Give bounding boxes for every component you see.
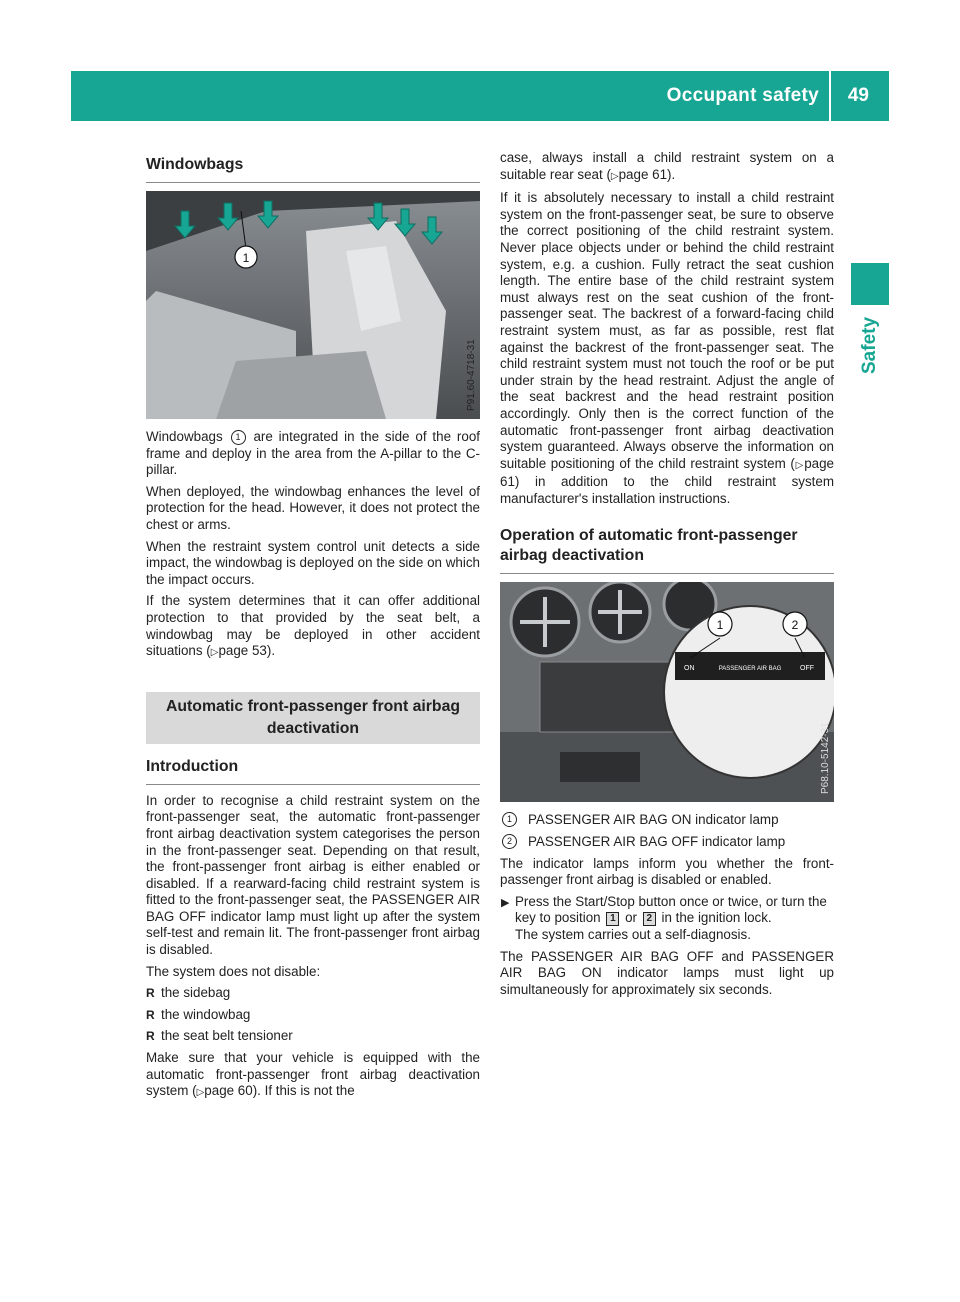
subheading-introduction: Introduction <box>146 752 480 785</box>
side-tab-block <box>851 263 889 305</box>
header-divider <box>829 71 831 121</box>
text-fragment: If the system determines that it can offer additional protection to that provided by the seat belt, a windowbag may be deployed in other accident situations ( <box>146 593 480 659</box>
callout-ref: 1 <box>502 812 517 827</box>
right-column <box>500 150 834 1003</box>
bullet-list <box>146 985 480 1045</box>
paragraph: The system does not disable: <box>146 963 321 979</box>
list-item: R the sidebag <box>146 985 231 1001</box>
legend-text: PASSENGER AIR BAG OFF indicator lamp <box>528 834 786 850</box>
text-fragment: case, always install a child restraint system on a suitable rear seat ( <box>500 150 834 182</box>
section-heading-operation: Operation of automatic front-passenger airbag deactivation <box>500 521 834 574</box>
legend-item <box>500 812 834 829</box>
page-reference-link[interactable]: page 60 <box>204 1083 253 1099</box>
text-fragment: ). If this is not the <box>252 1083 355 1099</box>
instruction-arrow-icon: ▶ <box>501 896 510 909</box>
text-fragment: or <box>625 910 637 926</box>
page-reference-link[interactable]: page 61 <box>618 166 668 182</box>
callout-1-label: 1 <box>716 618 724 633</box>
left-column <box>146 150 480 1107</box>
text-fragment: Make sure that your vehicle is equipped with the automatic front-passenger front airbag deactivation system ( <box>146 1050 480 1099</box>
paragraph <box>146 429 480 479</box>
chapter-title: Occupant safety <box>666 85 819 106</box>
paragraph <box>146 593 480 661</box>
header-bar <box>71 71 889 121</box>
windowbag-figure <box>146 191 480 419</box>
page-ref-arrow-icon: ▷ <box>610 170 619 182</box>
list-item: R the seat belt tensioner <box>146 1028 293 1044</box>
key-position-badge: 1 <box>606 912 619 926</box>
callout-1-label: 1 <box>242 251 250 265</box>
list-item-text: the sidebag <box>161 985 231 1001</box>
paragraph: When the restraint system control unit detects a side impact, the windowbag is deployed on the side on which the impact occurs. <box>146 538 480 587</box>
legend-item <box>500 834 834 851</box>
instruction-result: The system carries out a self-diagnosis. <box>515 927 751 943</box>
paragraph: The indicator lamps inform you whether the front-passenger front airbag is disabled or enabled. <box>500 855 834 888</box>
paragraph: When deployed, the windowbag enhances the level of protection for the head. However, it does not protect the chest or arms. <box>146 483 480 532</box>
paragraph: In order to recognise a child restraint system on the front-passenger seat, the automatic front-passenger front airbag deactivation system categorises the person in the front-passenger seat. Depending on that result, the front-passenger front airbag is either enabled or disabled. If a rearward-facing child restraint system is fitted to the front-passenger seat, the PASSENGER AIR BAG OFF indicator lamp must light up after the system self-test and remain lit. The front-passenger front airbag is disabled. <box>146 792 480 958</box>
paragraph <box>500 190 834 507</box>
paragraph <box>500 150 834 185</box>
page-ref-arrow-icon: ▷ <box>210 647 219 659</box>
page-ref-arrow-icon: ▷ <box>196 1087 205 1099</box>
instruction-step <box>500 894 834 944</box>
section-heading-airbag-deactivation: Automatic front-passenger front airbag deactivation <box>146 692 480 744</box>
figure-code: P91.60-4718-31 <box>466 339 477 411</box>
text-fragment: If it is absolutely necessary to install a child restraint system on the front-passenger seat, be sure to observe the correct positioning of the child restraint system. Never place objects under or behind the child restraint system, e.g. a cushion. Fully retract the seat cushion length. The entire base of the child restraint system must always rest on the seat cushion of the front-passenger seat. The backrest of a forward-facing child restraint system must, as far as possible, rest flat against the backrest of the front-passenger seat. The child restraint system must not touch the roof or be put under strain by the head restraint. Adjust the angle of the seat backrest and the head restraint position accordingly. Only then is the correct function of the automatic front-passenger front airbag deactivation system guaranteed. Always observe the information on suitable positioning of the child restraint system ( <box>500 190 834 471</box>
text-fragment: Press the Start/Stop button once or twice, or turn the key to position <box>515 893 827 926</box>
list-item-text: the seat belt tensioner <box>161 1028 293 1044</box>
key-position-badge: 2 <box>643 912 656 926</box>
page-ref-arrow-icon: ▷ <box>794 459 805 471</box>
list-item-text: the windowbag <box>161 1006 251 1022</box>
indicator-lamp-figure <box>500 582 834 802</box>
paragraph <box>146 1050 480 1102</box>
callout-ref: 2 <box>502 834 517 849</box>
panel-label: PASSENGER AIR BAG <box>718 666 782 673</box>
callout-2-label: 2 <box>791 618 799 633</box>
section-heading-windowbags: Windowbags <box>146 150 480 183</box>
list-item: R the windowbag <box>146 1006 251 1022</box>
panel-off-label: OFF <box>800 665 814 673</box>
page-number: 49 <box>847 85 869 106</box>
page-reference-link[interactable]: page 53 <box>218 643 267 659</box>
text-fragment: ). <box>667 166 676 182</box>
side-tab-label: Safety <box>859 316 880 374</box>
paragraph: The PASSENGER AIR BAG OFF and PASSENGER AIR BAG ON indicator lamps must light up simultaneously for approximately six seconds. <box>500 948 834 997</box>
text-fragment: are integrated in the side of the roof frame and deploy in the area from the A-pillar to the C-pillar. <box>146 429 480 478</box>
text-fragment: Windowbags <box>146 429 223 444</box>
legend-text: PASSENGER AIR BAG ON indicator lamp <box>528 812 779 828</box>
text-fragment: ). <box>266 643 276 659</box>
figure-code: P68.10-5142-31 <box>820 722 831 795</box>
callout-ref: 1 <box>231 430 246 445</box>
text-fragment: in the ignition lock. <box>661 910 772 926</box>
page-reference-link[interactable]: page 61 <box>500 455 834 490</box>
panel-on-label: ON <box>684 665 695 673</box>
text-fragment: ) in addition to the child restraint system manufacturer's installation instructions. <box>500 474 834 506</box>
